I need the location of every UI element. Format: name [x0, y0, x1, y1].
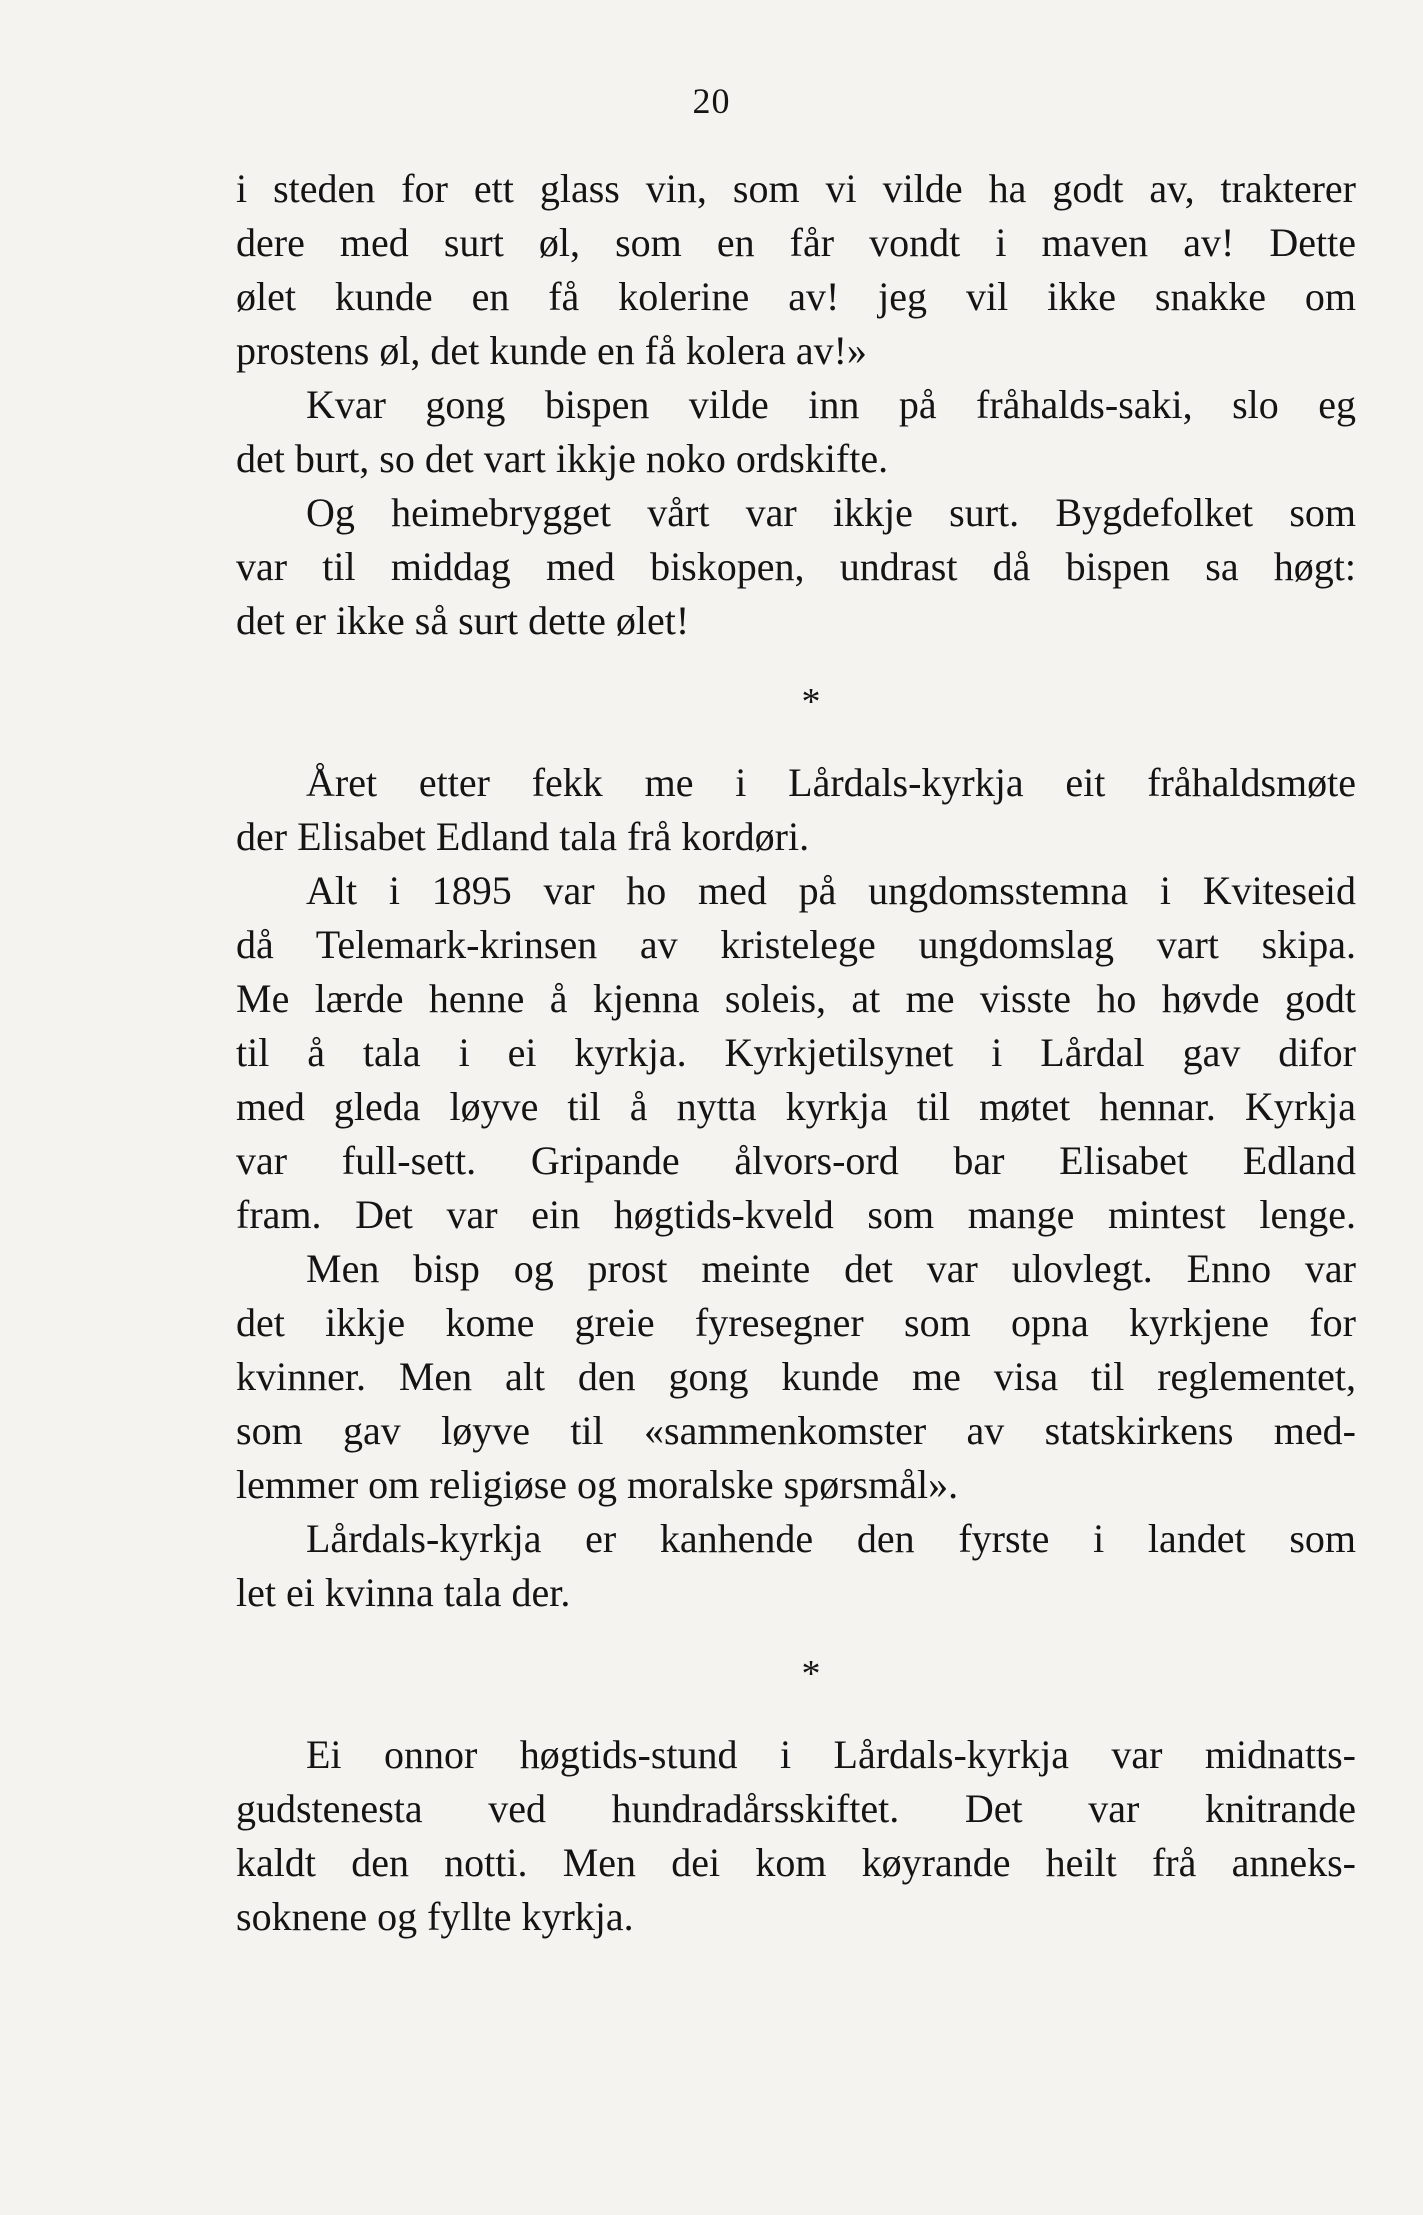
text-line: Alt i 1895 var ho med på ungdomsstemna i Kviteseid: [306, 868, 1356, 913]
page-number: 20: [692, 81, 731, 121]
text-line: Lårdals-kyrkja er kanhende den fyrste i landet som: [306, 1516, 1356, 1561]
text-line: var til middag med biskopen, undrast då bispen sa høgt:: [236, 544, 1356, 589]
text-line: let ei kvinna tala der.: [236, 1570, 571, 1615]
text-line: soknene og fyllte kyrkja.: [236, 1894, 634, 1939]
text-line: der Elisabet Edland tala frå kordøri.: [236, 814, 810, 859]
text-line: dere med surt øl, som en får vondt i maven av! Dette: [236, 220, 1356, 265]
text-line: fram. Det var ein høgtids-kveld som mange mintest lenge.: [236, 1192, 1356, 1237]
section-ornament: *: [801, 681, 821, 723]
text-line: til å tala i ei kyrkja. Kyrkjetilsynet i Lårdal gav difor: [236, 1030, 1356, 1075]
text-line: med gleda løyve til å nytta kyrkja til møtet hennar. Kyrkja: [236, 1084, 1356, 1129]
text-line: ølet kunde en få kolerine av! jeg vil ikke snakke om: [236, 274, 1356, 319]
text-line: Kvar gong bispen vilde inn på fråhalds-saki, slo eg: [306, 382, 1356, 427]
body-text: [236, 162, 1356, 1944]
text-line: kaldt den notti. Men dei kom køyrande heilt frå anneks-: [236, 1840, 1356, 1885]
text-line: kvinner. Men alt den gong kunde me visa til reglementet,: [236, 1354, 1356, 1399]
text-line: Og heimebrygget vårt var ikkje surt. Bygdefolket som: [306, 490, 1356, 535]
section-ornament: *: [801, 1653, 821, 1695]
text-line: det er ikke så surt dette ølet!: [236, 598, 690, 643]
text-line: gudstenesta ved hundradårsskiftet. Det var knitrande: [236, 1786, 1356, 1831]
text-line: i steden for ett glass vin, som vi vilde ha godt av, trakterer: [236, 166, 1356, 211]
text-line: det burt, so det vart ikkje noko ordskifte.: [236, 436, 889, 481]
text-line: lemmer om religiøse og moralske spørsmål».: [236, 1462, 959, 1507]
text-line: Året etter fekk me i Lårdals-kyrkja eit fråhaldsmøte: [306, 760, 1356, 805]
text-line: som gav løyve til «sammenkomster av statskirkens med-: [236, 1408, 1356, 1453]
text-line: då Telemark-krinsen av kristelege ungdomslag vart skipa.: [236, 922, 1356, 967]
text-line: det ikkje kome greie fyresegner som opna kyrkjene for: [236, 1300, 1356, 1345]
text-line: prostens øl, det kunde en få kolera av!»: [236, 328, 867, 373]
text-line: Me lærde henne å kjenna soleis, at me visste ho høvde godt: [236, 976, 1356, 1021]
text-line: Ei onnor høgtids-stund i Lårdals-kyrkja var midnatts-: [306, 1732, 1356, 1777]
text-line: var full-sett. Gripande ålvors-ord bar Elisabet Edland: [236, 1138, 1356, 1183]
text-line: Men bisp og prost meinte det var ulovlegt. Enno var: [306, 1246, 1356, 1291]
